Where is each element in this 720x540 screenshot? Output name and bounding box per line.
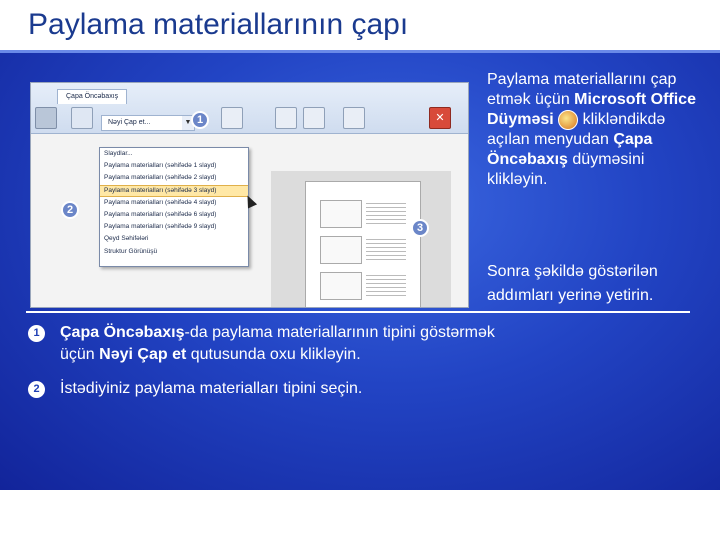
instruction-followup: Sonra şəkildə göstərilən addımları yerinə yetirin. xyxy=(487,263,658,304)
print-icon[interactable] xyxy=(35,107,57,129)
what-to-print-dropdown[interactable] xyxy=(101,115,195,131)
what-to-print-label: Nəyi Çap et... xyxy=(108,119,151,126)
chevron-down-icon[interactable]: ▼ xyxy=(182,116,194,130)
menu-item[interactable]: Qeyd Səhifələri xyxy=(104,235,149,243)
office-button-name: Microsoft Office Düyməsi xyxy=(487,91,696,129)
instruction-part2: klikləndikdə açılan menyudan xyxy=(487,111,666,149)
slide-top-divider xyxy=(0,50,720,53)
close-print-preview-icon[interactable]: ✕ xyxy=(429,107,451,129)
print-preview-screenshot xyxy=(30,82,469,308)
instruction-text xyxy=(487,70,707,190)
callout-3: 3 xyxy=(411,219,429,237)
step-number-2: 2 xyxy=(28,381,45,398)
step-number-1: 1 xyxy=(28,325,45,342)
options-icon[interactable] xyxy=(71,107,93,129)
step-1-bold-2: Nəyi Çap et xyxy=(99,346,187,363)
slide-body xyxy=(0,50,720,490)
page-setup-icon[interactable] xyxy=(221,107,243,129)
notes-lines xyxy=(366,272,406,298)
zoom-icon[interactable] xyxy=(275,107,297,129)
menu-item[interactable]: Paylama materialları (səhifədə 4 slayd) xyxy=(104,198,217,206)
menu-item[interactable]: Paylama materialları (səhifədə 6 slayd) xyxy=(104,210,217,218)
step-1 xyxy=(28,322,528,366)
slide-thumbnail xyxy=(320,236,362,264)
fit-to-window-icon[interactable] xyxy=(303,107,325,129)
slide-title: Paylama materiallarının çapı xyxy=(28,8,409,41)
step-1-text-2: qutusunda oxu klikləyin. xyxy=(190,346,361,363)
callout-1: 1 xyxy=(191,111,209,129)
menu-item[interactable]: Paylama materialları (səhifədə 9 slayd) xyxy=(104,223,217,231)
menu-item[interactable]: Struktur Görünüşü xyxy=(104,247,158,255)
notes-lines xyxy=(366,236,406,262)
bottom-area xyxy=(0,490,720,540)
menu-item-highlighted[interactable]: Paylama materialları (səhifədə 3 slayd) xyxy=(100,185,248,197)
preview-area xyxy=(271,171,451,307)
slide-thumbnail xyxy=(320,272,362,300)
what-to-print-menu xyxy=(99,147,249,267)
instruction-part3: düyməsini klikləyin. xyxy=(487,151,645,189)
title-bar xyxy=(0,0,720,50)
callout-2: 2 xyxy=(61,201,79,219)
preview-page xyxy=(305,181,421,308)
step-2 xyxy=(28,378,528,400)
office-button-icon xyxy=(558,110,578,130)
step-1-bold-1: Çapa Öncəbaxış xyxy=(60,324,185,341)
step-2-text: İstədiyiniz paylama materialları tipini seçin. xyxy=(60,380,363,397)
print-preview-name: Çapa Öncəbaxış xyxy=(487,131,653,169)
tab-print-preview[interactable]: Çapa Öncəbaxış xyxy=(57,89,127,104)
menu-item[interactable]: Paylama materialları (səhifədə 2 slayd) xyxy=(104,174,217,182)
menu-item[interactable]: Paylama materialları (səhifədə 1 slayd) xyxy=(104,162,217,170)
next-page-icon[interactable] xyxy=(343,107,365,129)
instruction-part1: Paylama materiallarını çap etmək üçün xyxy=(487,71,677,108)
step-1-text xyxy=(60,322,528,366)
menu-item[interactable]: Slaydlar... xyxy=(104,150,133,157)
notes-lines xyxy=(366,200,406,226)
section-divider xyxy=(26,311,690,313)
slide-thumbnail xyxy=(320,200,362,228)
ribbon xyxy=(31,83,468,134)
step-1-text-1: -da paylama materiallarının tipini göstərmək üçün xyxy=(60,324,495,363)
